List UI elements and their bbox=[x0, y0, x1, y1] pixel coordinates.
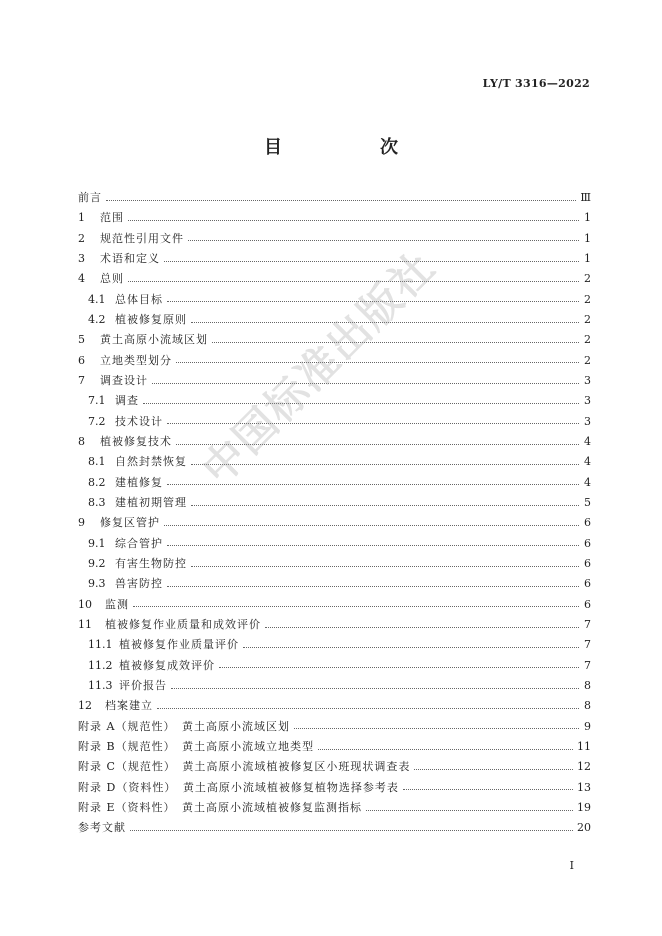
toc-entry-number: 11 bbox=[78, 617, 92, 631]
toc-entry-page: 6 bbox=[584, 516, 591, 530]
toc-entry[interactable] bbox=[78, 778, 591, 798]
toc-entry-page: 11 bbox=[577, 739, 591, 753]
toc-entry-label: 术语和定义 bbox=[100, 251, 160, 265]
toc-entry-number: 3 bbox=[78, 251, 85, 265]
toc-entry-label: 附录 C（规范性） 黄土高原小流域植被修复区小班现状调查表 bbox=[78, 760, 411, 774]
toc-leader-dots bbox=[152, 383, 579, 384]
toc-entry-page: 7 bbox=[584, 617, 591, 631]
toc-entry-label: 总体目标 bbox=[115, 292, 163, 306]
toc-entry-page: 2 bbox=[584, 333, 591, 347]
toc-leader-dots bbox=[176, 362, 579, 363]
toc-entry-label: 自然封禁恢复 bbox=[115, 455, 187, 469]
toc-entry-number: 8.1 bbox=[88, 455, 106, 469]
toc-entry[interactable] bbox=[78, 554, 591, 574]
toc-entry-page: 6 bbox=[584, 597, 591, 611]
toc-entry-number: 1 bbox=[78, 211, 85, 225]
toc-entry-page: 4 bbox=[584, 475, 591, 489]
toc-entry-label: 前言 bbox=[78, 191, 102, 204]
table-of-contents bbox=[78, 188, 591, 839]
toc-entry-number: 8.2 bbox=[88, 475, 106, 489]
toc-entry-label: 规范性引用文件 bbox=[100, 231, 184, 245]
toc-leader-dots bbox=[191, 566, 579, 567]
toc-entry[interactable] bbox=[78, 208, 591, 228]
toc-entry-label: 总则 bbox=[100, 272, 124, 286]
toc-leader-dots bbox=[143, 403, 579, 404]
toc-leader-dots bbox=[164, 525, 579, 526]
toc-entry-page: 13 bbox=[577, 780, 591, 794]
toc-leader-dots bbox=[157, 708, 579, 709]
toc-entry-label: 监测 bbox=[105, 597, 129, 611]
toc-entry-number: 10 bbox=[78, 597, 92, 611]
toc-entry[interactable] bbox=[78, 615, 591, 635]
standard-code: LY/T 3316—2022 bbox=[482, 77, 590, 90]
toc-entry-page: 6 bbox=[584, 536, 591, 550]
toc-entry[interactable] bbox=[78, 696, 591, 716]
toc-entry[interactable] bbox=[78, 757, 591, 777]
toc-entry-page: 1 bbox=[584, 251, 591, 265]
toc-entry-number: 9.3 bbox=[88, 577, 106, 591]
toc-entry-label: 植被修复作业质量评价 bbox=[119, 638, 239, 652]
toc-entry[interactable] bbox=[78, 737, 591, 757]
toc-leader-dots bbox=[164, 261, 579, 262]
toc-leader-dots bbox=[167, 545, 579, 546]
toc-entry[interactable] bbox=[78, 818, 591, 838]
toc-entry-page: 12 bbox=[577, 760, 591, 774]
toc-entry[interactable] bbox=[78, 412, 591, 432]
toc-entry-label: 植被修复原则 bbox=[115, 312, 187, 326]
toc-entry[interactable] bbox=[78, 635, 591, 655]
toc-entry-page: 1 bbox=[584, 211, 591, 225]
toc-entry-label: 技术设计 bbox=[115, 414, 163, 428]
toc-entry[interactable] bbox=[78, 595, 591, 615]
toc-entry[interactable] bbox=[78, 656, 591, 676]
page-title: 目 次 bbox=[264, 137, 438, 158]
toc-entry[interactable] bbox=[78, 676, 591, 696]
toc-entry-number: 4 bbox=[78, 272, 85, 286]
toc-leader-dots bbox=[318, 749, 573, 750]
toc-leader-dots bbox=[106, 200, 576, 201]
toc-entry-label: 评价报告 bbox=[119, 678, 167, 692]
toc-entry-number: 8 bbox=[78, 434, 85, 448]
toc-entry-label: 有害生物防控 bbox=[115, 556, 187, 570]
toc-leader-dots bbox=[243, 647, 579, 648]
toc-entry-page: 7 bbox=[584, 658, 591, 672]
toc-leader-dots bbox=[171, 688, 579, 689]
toc-entry-number: 5 bbox=[78, 333, 85, 347]
toc-leader-dots bbox=[167, 586, 579, 587]
toc-entry-label: 修复区管护 bbox=[100, 516, 160, 530]
toc-leader-dots bbox=[414, 769, 573, 770]
toc-entry-page: 9 bbox=[584, 719, 591, 733]
toc-entry-label: 建植初期管理 bbox=[115, 495, 187, 509]
toc-entry-page: 2 bbox=[584, 292, 591, 306]
toc-leader-dots bbox=[366, 810, 573, 811]
watermark: 中国标准出版社 bbox=[192, 241, 445, 495]
toc-entry-label: 植被修复成效评价 bbox=[119, 658, 215, 672]
toc-entry-label: 兽害防控 bbox=[115, 577, 163, 591]
toc-entry-number: 4.1 bbox=[88, 292, 106, 306]
toc-entry-page: 20 bbox=[577, 821, 591, 835]
toc-entry-page: 6 bbox=[584, 556, 591, 570]
toc-leader-dots bbox=[128, 281, 579, 282]
toc-entry[interactable] bbox=[78, 493, 591, 513]
toc-entry-number: 11.1 bbox=[88, 638, 113, 652]
toc-entry-page: 7 bbox=[584, 638, 591, 652]
toc-entry[interactable] bbox=[78, 432, 591, 452]
toc-entry-label: 建植修复 bbox=[115, 475, 163, 489]
toc-entry[interactable] bbox=[78, 473, 591, 493]
toc-leader-dots bbox=[212, 342, 579, 343]
toc-entry-label: 植被修复技术 bbox=[100, 434, 172, 448]
toc-entry-number: 9 bbox=[78, 516, 85, 530]
toc-entry-number: 7.2 bbox=[88, 414, 106, 428]
toc-entry[interactable] bbox=[78, 717, 591, 737]
toc-entry-label: 附录 D（资料性） 黄土高原小流域植被修复植物选择参考表 bbox=[78, 780, 399, 794]
toc-entry-number: 12 bbox=[78, 699, 92, 713]
toc-entry-number: 6 bbox=[78, 353, 85, 367]
toc-entry-label: 参考文献 bbox=[78, 821, 126, 835]
toc-entry-label: 立地类型划分 bbox=[100, 353, 172, 367]
toc-entry[interactable] bbox=[78, 574, 591, 594]
toc-entry-page: 3 bbox=[584, 373, 591, 387]
toc-entry-label: 植被修复作业质量和成效评价 bbox=[105, 617, 261, 631]
toc-entry-page: 8 bbox=[584, 699, 591, 713]
toc-entry-label: 调查设计 bbox=[100, 373, 148, 387]
toc-entry-page: 2 bbox=[584, 272, 591, 286]
toc-entry[interactable] bbox=[78, 269, 591, 289]
toc-entry[interactable] bbox=[78, 229, 591, 249]
toc-entry[interactable] bbox=[78, 452, 591, 472]
toc-entry-number: 2 bbox=[78, 231, 85, 245]
toc-leader-dots bbox=[219, 667, 579, 668]
toc-leader-dots bbox=[128, 220, 579, 221]
toc-leader-dots bbox=[191, 505, 579, 506]
toc-entry-page: 4 bbox=[584, 455, 591, 469]
toc-entry[interactable] bbox=[78, 188, 591, 208]
toc-entry-label: 附录 B（规范性） 黄土高原小流域立地类型 bbox=[78, 739, 315, 753]
toc-entry[interactable] bbox=[78, 391, 591, 411]
toc-entry-page: 8 bbox=[584, 678, 591, 692]
toc-entry-number: 11.2 bbox=[88, 658, 113, 672]
toc-leader-dots bbox=[403, 789, 573, 790]
toc-leader-dots bbox=[188, 240, 579, 241]
toc-entry[interactable] bbox=[78, 798, 591, 818]
toc-leader-dots bbox=[265, 627, 579, 628]
toc-entry[interactable] bbox=[78, 249, 591, 269]
toc-entry-label: 综合管护 bbox=[115, 536, 163, 550]
toc-leader-dots bbox=[130, 830, 573, 831]
toc-entry-page: 3 bbox=[584, 414, 591, 428]
toc-entry-page: 5 bbox=[584, 495, 591, 509]
toc-leader-dots bbox=[133, 606, 579, 607]
toc-entry-page: 19 bbox=[577, 800, 591, 814]
toc-leader-dots bbox=[294, 728, 579, 729]
toc-entry-page: 1 bbox=[584, 231, 591, 245]
toc-entry-page: 2 bbox=[584, 353, 591, 367]
toc-entry[interactable] bbox=[78, 513, 591, 533]
toc-entry-number: 9.2 bbox=[88, 556, 106, 570]
toc-entry[interactable] bbox=[78, 534, 591, 554]
toc-entry-number: 4.2 bbox=[88, 312, 106, 326]
toc-entry-page: 3 bbox=[584, 394, 591, 408]
toc-entry-label: 档案建立 bbox=[105, 699, 153, 713]
toc-entry-label: 范围 bbox=[100, 211, 124, 225]
toc-entry-number: 9.1 bbox=[88, 536, 106, 550]
toc-entry-label: 调查 bbox=[115, 394, 139, 408]
toc-entry-number: 7 bbox=[78, 373, 85, 387]
toc-entry-page: 6 bbox=[584, 577, 591, 591]
toc-entry-label: 附录 A（规范性） 黄土高原小流域区划 bbox=[78, 719, 290, 733]
toc-entry-number: 7.1 bbox=[88, 394, 106, 408]
toc-entry-page: 2 bbox=[584, 312, 591, 326]
toc-entry-label: 黄土高原小流域区划 bbox=[100, 333, 208, 347]
toc-entry-number: 11.3 bbox=[88, 678, 113, 692]
toc-entry-label: 附录 E（资料性） 黄土高原小流域植被修复监测指标 bbox=[78, 800, 363, 814]
toc-entry-page: Ⅲ bbox=[580, 191, 591, 204]
toc-entry-number: 8.3 bbox=[88, 495, 106, 509]
footer-page-number: Ⅰ bbox=[569, 859, 574, 872]
toc-entry-page: 4 bbox=[584, 434, 591, 448]
